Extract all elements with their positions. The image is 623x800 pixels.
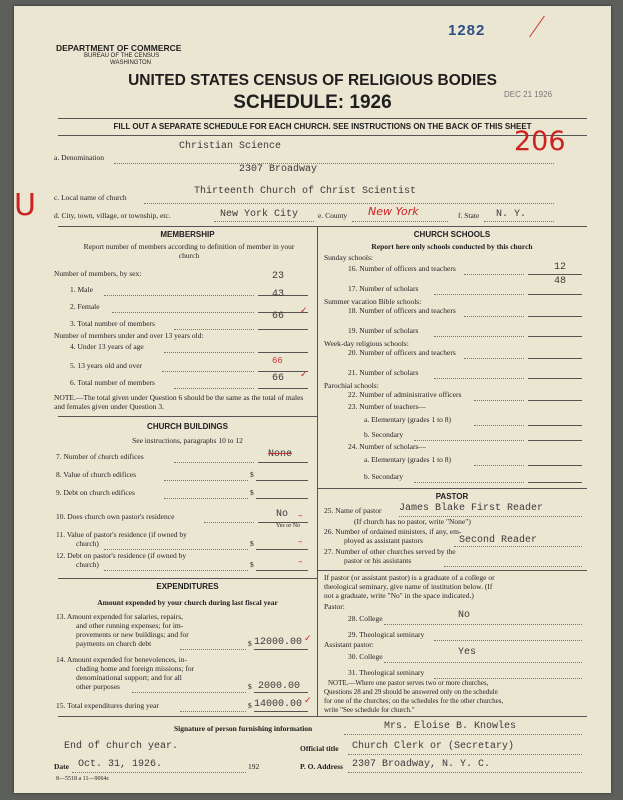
q30-label: 30. College bbox=[348, 652, 383, 661]
q12-dollar: $ bbox=[250, 560, 254, 569]
q15-label: 15. Total expenditures during year bbox=[56, 701, 159, 710]
denomination-value: Christian Science bbox=[179, 141, 282, 152]
signature-label: Signature of person furnishing information bbox=[174, 724, 313, 733]
schools-title: CHURCH SCHOOLS bbox=[413, 230, 491, 239]
q27-label-b: pastor or his assistants bbox=[344, 556, 412, 565]
county-label: e. County bbox=[318, 211, 348, 220]
q19-label: 19. Number of scholars bbox=[348, 326, 419, 335]
po-address-label: P. O. Address bbox=[300, 762, 343, 771]
q9-dollar: $ bbox=[250, 488, 254, 497]
buildings-subtitle: See instructions, paragraphs 10 to 12 bbox=[132, 436, 243, 445]
q4-label: 4. Under 13 years of age bbox=[70, 342, 144, 351]
local-name-label: c. Local name of church bbox=[54, 193, 127, 202]
county-value: New York bbox=[368, 205, 419, 218]
grad-text-2: theological seminary, give name of institution below. (If bbox=[324, 582, 493, 591]
census-form bbox=[14, 6, 611, 793]
q22-label: 22. Number of administrative officers bbox=[348, 390, 462, 399]
q10-label: 10. Does church own pastor's residence bbox=[56, 512, 175, 521]
q6-value: 66 bbox=[272, 373, 285, 384]
q3-value: 66 bbox=[272, 311, 285, 322]
q25-value: James Blake First Reader bbox=[399, 503, 544, 514]
city-value: New York City bbox=[220, 209, 299, 220]
q24a-label: a. Elementary (grades 1 to 8) bbox=[364, 455, 452, 464]
form-title: UNITED STATES CENSUS OF RELIGIOUS BODIES bbox=[128, 72, 497, 89]
q13-label-c: provements or new buildings; and for bbox=[76, 630, 189, 639]
q15-dollar: $ bbox=[248, 701, 252, 710]
po-address-value: 2307 Broadway, N. Y. C. bbox=[352, 759, 491, 770]
q14-label-a: 14. Amount expended for benevolences, in- bbox=[56, 655, 188, 664]
pastor-title: PASTOR bbox=[435, 492, 469, 501]
q18-label: 18. Number of officers and teachers bbox=[348, 306, 456, 315]
q5-label: 5. 13 years old and over bbox=[70, 361, 143, 370]
check-mark: ✓ bbox=[300, 306, 308, 316]
q11-label-b: church) bbox=[76, 539, 99, 548]
q23-label: 23. Number of teachers— bbox=[348, 402, 426, 411]
asst-label: Assistant pastor: bbox=[324, 640, 374, 649]
expenditures-title: EXPENDITURES bbox=[156, 582, 219, 591]
state-value: N. Y. bbox=[496, 209, 527, 220]
q1-label: 1. Male bbox=[70, 285, 93, 294]
weekday-label: Week-day religious schools: bbox=[324, 339, 409, 348]
date-suffix: 192 bbox=[248, 762, 260, 771]
q21-label: 21. Number of scholars bbox=[348, 368, 419, 377]
q13-label-a: 13. Amount expended for salaries, repairs, bbox=[56, 612, 184, 621]
city-label: WASHINGTON bbox=[110, 60, 152, 66]
membership-note: NOTE.—The total given under Question 6 should be the same as the total of males and females given under Question 3. bbox=[54, 393, 304, 411]
q8-label: 8. Value of church edifices bbox=[56, 470, 137, 479]
q14-label-d: other purposes bbox=[76, 682, 120, 691]
date-label: Date bbox=[54, 762, 69, 771]
q25-label: 25. Name of pastor bbox=[324, 506, 382, 515]
q17-label: 17. Number of scholars bbox=[348, 284, 419, 293]
q20-label: 20. Number of officers and teachers bbox=[348, 348, 456, 357]
q1-value: 23 bbox=[272, 271, 285, 282]
q16-value: 12 bbox=[554, 262, 567, 273]
q17-value: 48 bbox=[554, 276, 567, 287]
check-mark: ✓ bbox=[300, 370, 308, 380]
dept-label: DEPARTMENT OF COMMERCE bbox=[56, 43, 182, 53]
membership-subtitle: Report number of members according to definition of member in your church bbox=[83, 242, 295, 260]
buildings-title: CHURCH BUILDINGS bbox=[147, 422, 228, 431]
q16-label: 16. Number of officers and teachers bbox=[348, 264, 456, 273]
q14-label-b: cluding home and foreign missions; for bbox=[76, 664, 195, 673]
bureau-label: BUREAU OF THE CENSUS bbox=[84, 53, 160, 59]
q5-value: 66 bbox=[272, 356, 283, 366]
check-mark: ✓ bbox=[304, 696, 312, 706]
q13-label-d: payments on church debt bbox=[76, 639, 152, 648]
signature-value: Mrs. Eloise B. Knowles bbox=[384, 721, 517, 732]
form-number: 8—5518 a 11—9064c bbox=[56, 776, 110, 782]
q15-value: 14000.00 bbox=[254, 699, 303, 710]
q26-value: Second Reader bbox=[459, 535, 538, 546]
q12-label-b: church) bbox=[76, 560, 99, 569]
red-mark bbox=[529, 16, 545, 38]
q23a-label: a. Elementary (grades 1 to 8) bbox=[364, 415, 452, 424]
q7-label: 7. Number of church edifices bbox=[56, 452, 144, 461]
membership-title: MEMBERSHIP bbox=[160, 230, 215, 239]
q2-label: 2. Female bbox=[70, 302, 100, 311]
check-mark: – bbox=[298, 557, 303, 567]
q13-label-b: and other running expenses; for im- bbox=[76, 621, 184, 630]
q11-dollar: $ bbox=[250, 539, 254, 548]
q9-label: 9. Debt on church edifices bbox=[56, 488, 135, 497]
q14-label-c: denominational support; and for all bbox=[76, 673, 182, 682]
age-label: Number of members under and over 13 years old: bbox=[54, 331, 204, 340]
q14-dollar: $ bbox=[248, 682, 252, 691]
city-field-label: d. City, town, village, or township, etc. bbox=[54, 211, 171, 220]
end-of-year-note: End of church year. bbox=[64, 741, 179, 752]
pastor-note-3: for one of the churches; on the schedules for the other churches, bbox=[324, 697, 504, 705]
q7-value: None bbox=[268, 449, 293, 460]
q29-label: 29. Theological seminary bbox=[348, 630, 425, 639]
q10-value: No bbox=[276, 509, 289, 520]
stamp-number: 1282 bbox=[448, 22, 486, 39]
q8-dollar: $ bbox=[250, 470, 254, 479]
state-label: f. State bbox=[458, 211, 480, 220]
q10-hint: Yes or No bbox=[276, 523, 301, 529]
check-mark: – bbox=[298, 511, 303, 521]
denomination-label: a. Denomination bbox=[54, 153, 104, 162]
pastor-note-2: Questions 28 and 29 should be answered only on the schedule bbox=[324, 688, 498, 696]
q30-value: Yes bbox=[458, 647, 477, 658]
summer-label: Summer vacation Bible schools: bbox=[324, 297, 422, 306]
q23b-label: b. Secondary bbox=[364, 430, 404, 439]
q12-label-a: 12. Debt on pastor's residence (if owned by bbox=[56, 551, 187, 560]
by-sex-label: Number of members, by sex: bbox=[54, 269, 142, 278]
check-mark: – bbox=[298, 537, 303, 547]
q11-label-a: 11. Value of pastor's residence (if owned by bbox=[56, 530, 187, 539]
street-address: 2307 Broadway bbox=[239, 164, 318, 175]
instruction-line: FILL OUT A SEPARATE SCHEDULE FOR EACH CHURCH. SEE INSTRUCTIONS ON THE BACK OF THIS SHEET bbox=[113, 122, 532, 131]
pastor-note-1: NOTE.—Where one pastor serves two or more churches, bbox=[328, 679, 489, 687]
schools-subtitle: Report here only schools conducted by this church bbox=[371, 242, 533, 251]
q24-label: 24. Number of scholars— bbox=[348, 442, 426, 451]
red-u: U bbox=[14, 188, 36, 223]
pastor-note-4: write "See schedule for church." bbox=[324, 706, 415, 714]
q6-label: 6. Total number of members bbox=[70, 378, 155, 387]
sunday-label: Sunday schools: bbox=[324, 253, 373, 262]
official-title-value: Church Clerk or (Secretary) bbox=[352, 741, 515, 752]
parochial-label: Parochial schools: bbox=[324, 381, 379, 390]
q13-dollar: $ bbox=[248, 639, 252, 648]
official-title-label: Official title bbox=[300, 744, 339, 753]
q14-value: 2000.00 bbox=[258, 681, 301, 692]
q28-value: No bbox=[458, 610, 471, 621]
q24b-label: b. Secondary bbox=[364, 472, 404, 481]
local-name-value: Thirteenth Church of Christ Scientist bbox=[194, 186, 417, 197]
pastor-label: Pastor: bbox=[324, 602, 345, 611]
grad-text-3: not a graduate, write "No" in the space indicated.) bbox=[324, 591, 474, 600]
date-value: Oct. 31, 1926. bbox=[78, 759, 163, 770]
date-stamp: DEC 21 1926 bbox=[504, 90, 553, 99]
q28-label: 28. College bbox=[348, 614, 383, 623]
q3-label: 3. Total number of members bbox=[70, 319, 155, 328]
expenditures-subtitle: Amount expended by your church during last fiscal year bbox=[97, 598, 278, 607]
red-code: 206 bbox=[514, 126, 566, 157]
grad-text-1: If pastor (or assistant pastor) is a graduate of a college or bbox=[324, 573, 495, 582]
q27-label-a: 27. Number of other churches served by the bbox=[324, 547, 456, 556]
check-mark: ✓ bbox=[304, 634, 312, 644]
q26-label-a: 26. Number of ordained ministers, if any, em- bbox=[324, 527, 462, 536]
q31-label: 31. Theological seminary bbox=[348, 668, 425, 677]
q26-label-b: ployed as assistant pastors bbox=[344, 536, 423, 545]
q2-value: 43 bbox=[272, 289, 285, 300]
q13-value: 12000.00 bbox=[254, 637, 303, 648]
q25-hint: (If church has no pastor, write "None") bbox=[354, 517, 471, 526]
schedule-title: SCHEDULE: 1926 bbox=[233, 92, 392, 113]
